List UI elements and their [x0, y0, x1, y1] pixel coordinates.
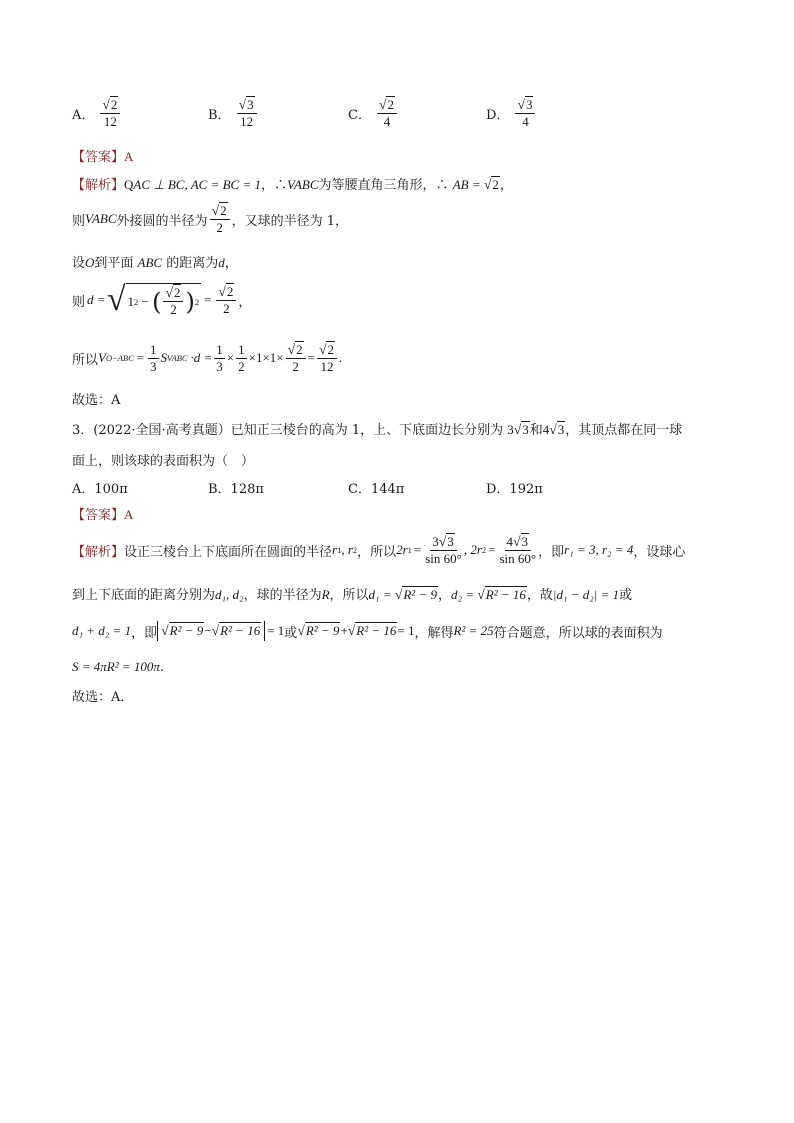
answer-tag: 【答案】 [72, 508, 125, 523]
q3-choose: 故选：A． [72, 690, 134, 705]
text: ，其顶点都在同一球 [565, 423, 683, 438]
q3-answer-line [72, 504, 133, 523]
text: ，所以 [329, 588, 369, 603]
text: 所以 [72, 352, 99, 368]
q3-analysis-line-2 [72, 584, 632, 603]
answer-value: A [124, 507, 134, 522]
math-text: d [87, 292, 94, 307]
sqrt: √3 [513, 422, 529, 437]
q3-analysis-line-1: 【解析】 设正三棱台上下底面所在圆面的半径 r 1 , r 2 ，所以 2r 1 = $\frac{3√3}{\sin 60^\circ}$ , 2r 2 = $\frac{4√3}{\sin 60^\circ}$ ，即 r₁ = 3, r₂ = 4 ，设球心 [72, 534, 686, 567]
text: 的距离为 [162, 256, 219, 271]
fraction: $\frac{1}{3}$ [216, 342, 223, 374]
q2-option-a [72, 98, 122, 129]
subscript: O−ABC [105, 353, 134, 364]
text: ， [224, 256, 238, 271]
math-text: , 2r [463, 542, 482, 558]
text: 设正三棱台上下底面所在圆面的半径 [124, 544, 333, 560]
math-text: R² = 25 [453, 623, 494, 638]
math-text: = 1 [397, 623, 415, 638]
q2-analysis-line-1 [72, 174, 513, 193]
q2-analysis-line-3 [72, 252, 238, 271]
sqrt: √2 [483, 177, 499, 192]
math-text: ABC [137, 255, 163, 270]
math-text: 4 [542, 422, 550, 437]
math-text: AB = [452, 177, 484, 192]
q3-option-b: B．128π [208, 482, 264, 497]
math-text: r₁ = 3, r₂ = 4 [564, 542, 634, 558]
text: 符合题意，所以球的表面积为 [493, 625, 663, 641]
math-text: S = 4πR² = 100π [72, 659, 160, 674]
text: ，∴ [261, 178, 288, 193]
math-text: 3 [507, 422, 514, 437]
text: 和 [529, 423, 543, 438]
text: ，设球心 [633, 544, 686, 560]
text: 到上下底面的距离分别为 [72, 588, 216, 603]
math-text: = [307, 350, 315, 366]
subscript: 1 [337, 545, 342, 556]
subscript: 2 [481, 545, 487, 556]
math-text: + [340, 623, 348, 638]
analysis-tag: 【解析】 [72, 178, 125, 193]
fraction: $\frac{1}{3}$ [150, 342, 157, 374]
text: ，即 [538, 544, 565, 560]
option-letter: A． [72, 107, 95, 123]
q3-analysis-line-3 [72, 621, 663, 641]
q3-option-c: C．144π [348, 482, 405, 497]
option-fraction: $\frac{√3}{12}$ [237, 98, 257, 129]
math-text: S [160, 350, 168, 366]
text: 设 [72, 256, 86, 271]
q2-analysis-line-2 [72, 204, 348, 235]
math-text: ×1×1× [248, 350, 284, 366]
text: . [159, 660, 165, 675]
fraction: $\frac{√2}{2}$ [210, 204, 230, 235]
q3-option-a: A．100π [72, 482, 128, 497]
math-text: VABC [85, 211, 117, 227]
text: ，所以 [357, 544, 397, 560]
math-text: , r [341, 542, 353, 558]
option-letter: B． [208, 107, 231, 123]
text: ， [437, 588, 451, 603]
q3-option-d: D．192π [486, 482, 543, 497]
fraction: $\frac{√2}{2}$ [286, 343, 306, 374]
math-text: O [85, 255, 95, 270]
text: 或 [284, 625, 298, 641]
sqrt: √R² − 16 [347, 623, 397, 638]
math-text: V [98, 350, 106, 366]
subscript: 2 [352, 545, 358, 556]
q3-stem-line-1 [72, 419, 682, 438]
option-letter: D． [486, 107, 510, 123]
text: 3．(2022·全国·高考真题）已知正三棱台的高为 1，上、下底面边长分别为 [72, 423, 508, 438]
subscript: 1 [407, 545, 412, 556]
sqrt: √R² − 9 [394, 587, 437, 602]
text: ， [238, 294, 252, 310]
q2-option-d [486, 98, 537, 129]
q2-option-c [348, 98, 399, 129]
subscript: VABC [167, 353, 188, 364]
q3-stem-line-2: 面上，则该球的表面积为（ ） [72, 454, 255, 469]
math-text: d [218, 255, 225, 270]
absolute-value: √R² − 9 − √R² − 16 [157, 621, 265, 641]
answer-value: A [124, 149, 134, 164]
q3-analysis-line-4 [72, 659, 164, 675]
math-text: d₂ = [450, 587, 478, 602]
text: ，解得 [414, 625, 454, 641]
text: 到平面 [94, 256, 138, 271]
text: ，球的半径为 [243, 588, 322, 603]
option-fraction: $\frac{√3}{4}$ [515, 98, 535, 129]
math-text: ·d = [190, 350, 213, 366]
math-text: = 1 [267, 623, 285, 638]
q2-analysis-line-4: 则 d = √ 1 2 − ( $\frac{√2}{2}$ ) 2 = $\frac{√2}{2}$ ， [72, 281, 252, 318]
option-fraction: $\frac{√2}{4}$ [377, 98, 397, 129]
sqrt: √3 [549, 422, 565, 437]
fraction: $\frac{1}{2}$ [238, 342, 245, 374]
math-text: 2r [396, 542, 408, 558]
text: ，即 [131, 625, 158, 641]
text: 则 [72, 213, 86, 229]
text: 为等腰直角三角形，∴ [318, 178, 453, 193]
math-text: d₁, d₂ [215, 587, 244, 602]
q2-analysis-line-5: 所以 V O−ABC = $\frac{1}{3}$ S VABC ·d = $\frac{1}{3}$ × $\frac{1}{2}$ ×1×1× $\frac{√2}{2}$ = $\frac{√2}{12}$ . [72, 342, 343, 375]
math-text: × [226, 350, 235, 366]
math-text: R [321, 587, 330, 602]
fraction: $\frac{√2}{12}$ [317, 343, 337, 374]
option-letter: C． [348, 107, 371, 123]
math-text: d₁ = [368, 587, 395, 602]
text: 外接圆的半径为 [116, 213, 208, 229]
fraction: $\frac{4√3}{\sin 60^\circ}$ [499, 534, 537, 567]
math-text: AC ⊥ BC, AC = BC = 1 [133, 177, 261, 192]
text: 则 [72, 294, 86, 310]
text: ，故 [526, 588, 553, 603]
since-symbol: Q [124, 177, 134, 192]
math-text: |d₁ − d₂| = 1 [552, 587, 620, 602]
q2-option-b [208, 98, 259, 129]
analysis-tag: 【解析】 [72, 544, 125, 560]
math-text: VABC [287, 177, 319, 192]
sqrt: √R² − 16 [477, 587, 526, 602]
answer-tag: 【答案】 [72, 150, 125, 165]
q2-answer-line [72, 146, 133, 165]
text: ，又球的半径为 1， [231, 213, 348, 229]
text: 或 [619, 588, 633, 603]
sqrt: √R² − 9 [297, 623, 340, 638]
math-text: d₁ + d₂ = 1 [72, 623, 132, 638]
math-text: r [332, 542, 338, 558]
sqrt-expression: √ 1 2 − ( $\frac{√2}{2}$ ) 2 [106, 281, 200, 318]
q2-choose: 故选：A [72, 393, 121, 408]
option-fraction: $\frac{√2}{12}$ [100, 98, 120, 129]
math-text: . [338, 350, 343, 366]
text: ， [499, 178, 513, 193]
fraction: $\frac{3√3}{\sin 60^\circ}$ [425, 534, 462, 567]
fraction: $\frac{√2}{2}$ [216, 285, 236, 316]
